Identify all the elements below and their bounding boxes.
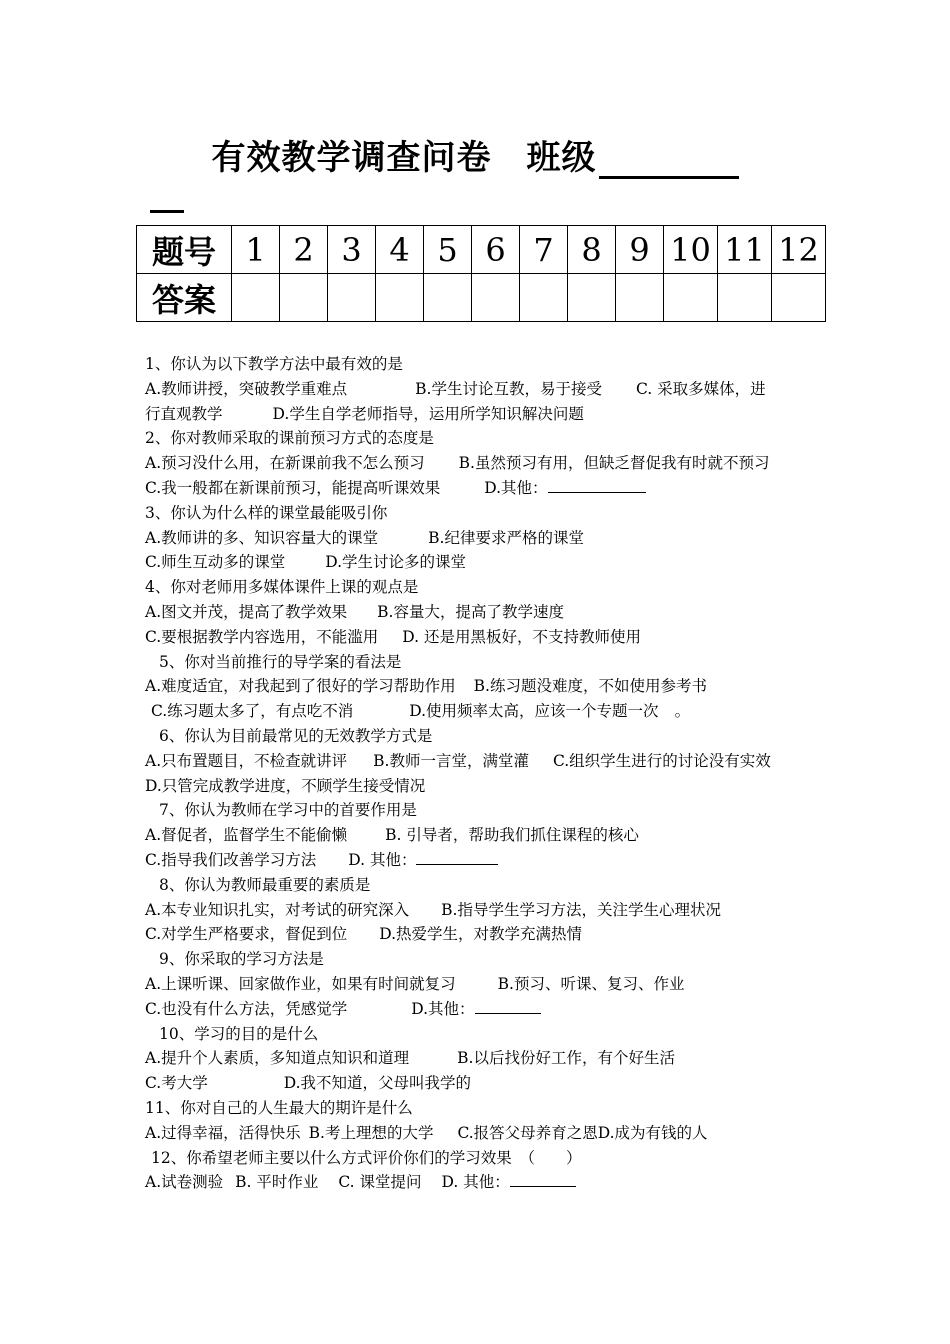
option: A.教师讲授，突破教学重难点: [145, 379, 348, 398]
answer-cell[interactable]: [568, 274, 616, 322]
option: D.成为有钱的人: [597, 1123, 708, 1142]
option-line: [145, 1170, 825, 1195]
option-line: [145, 600, 825, 625]
fill-blank[interactable]: [475, 997, 541, 1014]
option: D.学生自学老师指导，运用所学知识解决问题: [272, 404, 584, 423]
option: B.教师一言堂，满堂灌: [373, 751, 529, 770]
number-cell: 12: [772, 226, 826, 274]
option: D. 其他：: [348, 850, 417, 869]
answer-cell[interactable]: [472, 274, 520, 322]
class-blank: [599, 142, 739, 179]
option: C.我一般都在新课前预习，能提高听课效果: [145, 478, 441, 497]
option: D.热爱学生，对教学充满热情: [379, 925, 583, 944]
option: B.考上理想的大学: [308, 1123, 434, 1142]
option: B.虽然预习有用，但缺乏督促我有时就不预习: [458, 454, 770, 473]
option: D.其他：: [411, 999, 475, 1018]
question-text: 10、学习的目的是什么: [159, 1024, 319, 1043]
question-text: 5、你对当前推行的导学案的看法是: [159, 652, 402, 671]
option: D.我不知道，父母叫我学的: [283, 1074, 472, 1093]
option-line: [145, 848, 825, 873]
option-line: [145, 749, 825, 774]
option: C.也没有什么方法，凭感觉学: [145, 999, 348, 1018]
option-line: [145, 451, 825, 476]
option: B. 引导者，帮助我们抓住课程的核心: [385, 826, 639, 845]
answer-cell[interactable]: [664, 274, 718, 322]
answer-table: [136, 225, 826, 322]
class-blank-tail: [150, 210, 184, 213]
option-line: [145, 922, 825, 947]
answer-cell[interactable]: [520, 274, 568, 322]
option: B. 平时作业: [235, 1173, 319, 1192]
option: D. 还是用黑板好，不支持教师使用: [402, 627, 641, 646]
answer-row: [137, 274, 826, 322]
option-line: [145, 699, 825, 724]
option: A.上课听课、回家做作业，如果有时间就复习: [145, 974, 456, 993]
number-cell: 11: [718, 226, 772, 274]
option-line: [145, 476, 825, 501]
option-line: [145, 526, 825, 551]
number-cell: 9: [616, 226, 664, 274]
number-cell: 1: [232, 226, 280, 274]
option: C.考大学: [145, 1074, 208, 1093]
option-line: [145, 774, 825, 799]
option: B.纪律要求严格的课堂: [428, 528, 584, 547]
question-text: 8、你认为教师最重要的素质是: [159, 875, 371, 894]
answer-cell[interactable]: [718, 274, 772, 322]
option: A.图文并茂，提高了教学效果: [145, 602, 348, 621]
option: 。: [674, 702, 691, 721]
option: D.学生讨论多的课堂: [325, 553, 467, 572]
option: C.师生互动多的课堂: [145, 553, 286, 572]
number-cell: 2: [280, 226, 328, 274]
option-line: [145, 997, 825, 1022]
option: A.教师讲的多、知识容量大的课堂: [145, 528, 379, 547]
option: D.其他：: [484, 478, 548, 497]
option: A.提升个人素质，多知道点知识和道理: [145, 1049, 410, 1068]
question-text: 6、你认为目前最常见的无效教学方式是: [159, 726, 433, 745]
option-line: [145, 1046, 825, 1071]
option-line: [145, 972, 825, 997]
number-header: 题号: [137, 226, 232, 274]
option: B.指导学生学习方法，关注学生心理状况: [441, 900, 721, 919]
answer-cell[interactable]: [232, 274, 280, 322]
number-cell: 4: [376, 226, 424, 274]
title-text: 有效教学调查问卷 班级: [211, 138, 597, 178]
number-cell: 10: [664, 226, 718, 274]
option: A.本专业知识扎实，对考试的研究深入: [145, 900, 410, 919]
option: A.难度适宜，对我起到了很好的学习帮助作用: [145, 677, 456, 696]
option-line: [145, 898, 825, 923]
answer-cell[interactable]: [328, 274, 376, 322]
option: A.试卷测验: [145, 1173, 224, 1192]
option: C. 课堂提问: [338, 1173, 422, 1192]
option: C.报答父母养育之恩: [457, 1123, 598, 1142]
question-text: 3、你认为什么样的课堂最能吸引你: [145, 503, 388, 522]
option: B.以后找份好工作，有个好生活: [457, 1049, 675, 1068]
option: A.过得幸福，活得快乐: [145, 1123, 301, 1142]
option: C.组织学生进行的讨论没有实效: [552, 751, 771, 770]
option-line: [145, 625, 825, 650]
option: 行直观教学: [145, 404, 223, 423]
option-line: [145, 550, 825, 575]
option: C.练习题太多了，有点吃不消: [151, 702, 354, 721]
number-cell: 8: [568, 226, 616, 274]
question-text: 7、你认为教师在学习中的首要作用是: [159, 801, 417, 820]
option-line: [145, 377, 825, 402]
question-text: 9、你采取的学习方法是: [159, 950, 324, 969]
option: C. 采取多媒体，进: [635, 379, 766, 398]
fill-blank[interactable]: [416, 848, 498, 865]
option-line: [145, 823, 825, 848]
option-line: [145, 1071, 825, 1096]
number-cell: 7: [520, 226, 568, 274]
option: A.督促者，监督学生不能偷懒: [145, 826, 348, 845]
page-title: [0, 130, 950, 179]
question-list: [145, 352, 825, 1195]
option: B.练习题没难度，不如使用参考书: [473, 677, 707, 696]
fill-blank[interactable]: [548, 476, 646, 493]
number-cell: 6: [472, 226, 520, 274]
answer-header: 答案: [137, 274, 232, 322]
answer-cell[interactable]: [280, 274, 328, 322]
option-line: [145, 674, 825, 699]
question-text: 1、你认为以下教学方法中最有效的是: [145, 355, 403, 373]
question-text: 4、你对老师用多媒体课件上课的观点是: [145, 578, 419, 597]
option: D.使用频率太高，应该一个专题一次: [409, 702, 659, 721]
option: D. 其他：: [441, 1173, 510, 1192]
option: C.对学生严格要求，督促到位: [145, 925, 348, 944]
option: C.要根据教学内容选用，不能滥用: [145, 627, 379, 646]
option-line: [145, 1121, 825, 1146]
answer-cell[interactable]: [772, 274, 826, 322]
number-cell: 5: [424, 226, 472, 274]
option: A.只布置题目，不检查就讲评: [145, 751, 348, 770]
answer-cell[interactable]: [376, 274, 424, 322]
option: B.预习、听课、复习、作业: [497, 974, 685, 993]
number-cell: 3: [328, 226, 376, 274]
option: C.指导我们改善学习方法: [145, 850, 317, 869]
option-line: [145, 402, 825, 427]
question-text: 11、你对自己的人生最大的期许是什么: [145, 1098, 413, 1117]
fill-blank[interactable]: [510, 1170, 576, 1187]
option: D.只管完成教学进度，不顾学生接受情况: [145, 776, 426, 795]
option: B.学生讨论互教，易于接受: [415, 379, 602, 398]
question-text: 12、你希望老师主要以什么方式评价你们的学习效果 （ ）: [151, 1148, 582, 1167]
answer-cell[interactable]: [616, 274, 664, 322]
question-text: 2、你对教师采取的课前预习方式的态度是: [145, 429, 434, 448]
answer-cell[interactable]: [424, 274, 472, 322]
option: B.容量大，提高了教学速度: [377, 602, 564, 621]
option: A.预习没什么用，在新课前我不怎么预习: [145, 454, 425, 473]
number-row: [137, 226, 826, 274]
